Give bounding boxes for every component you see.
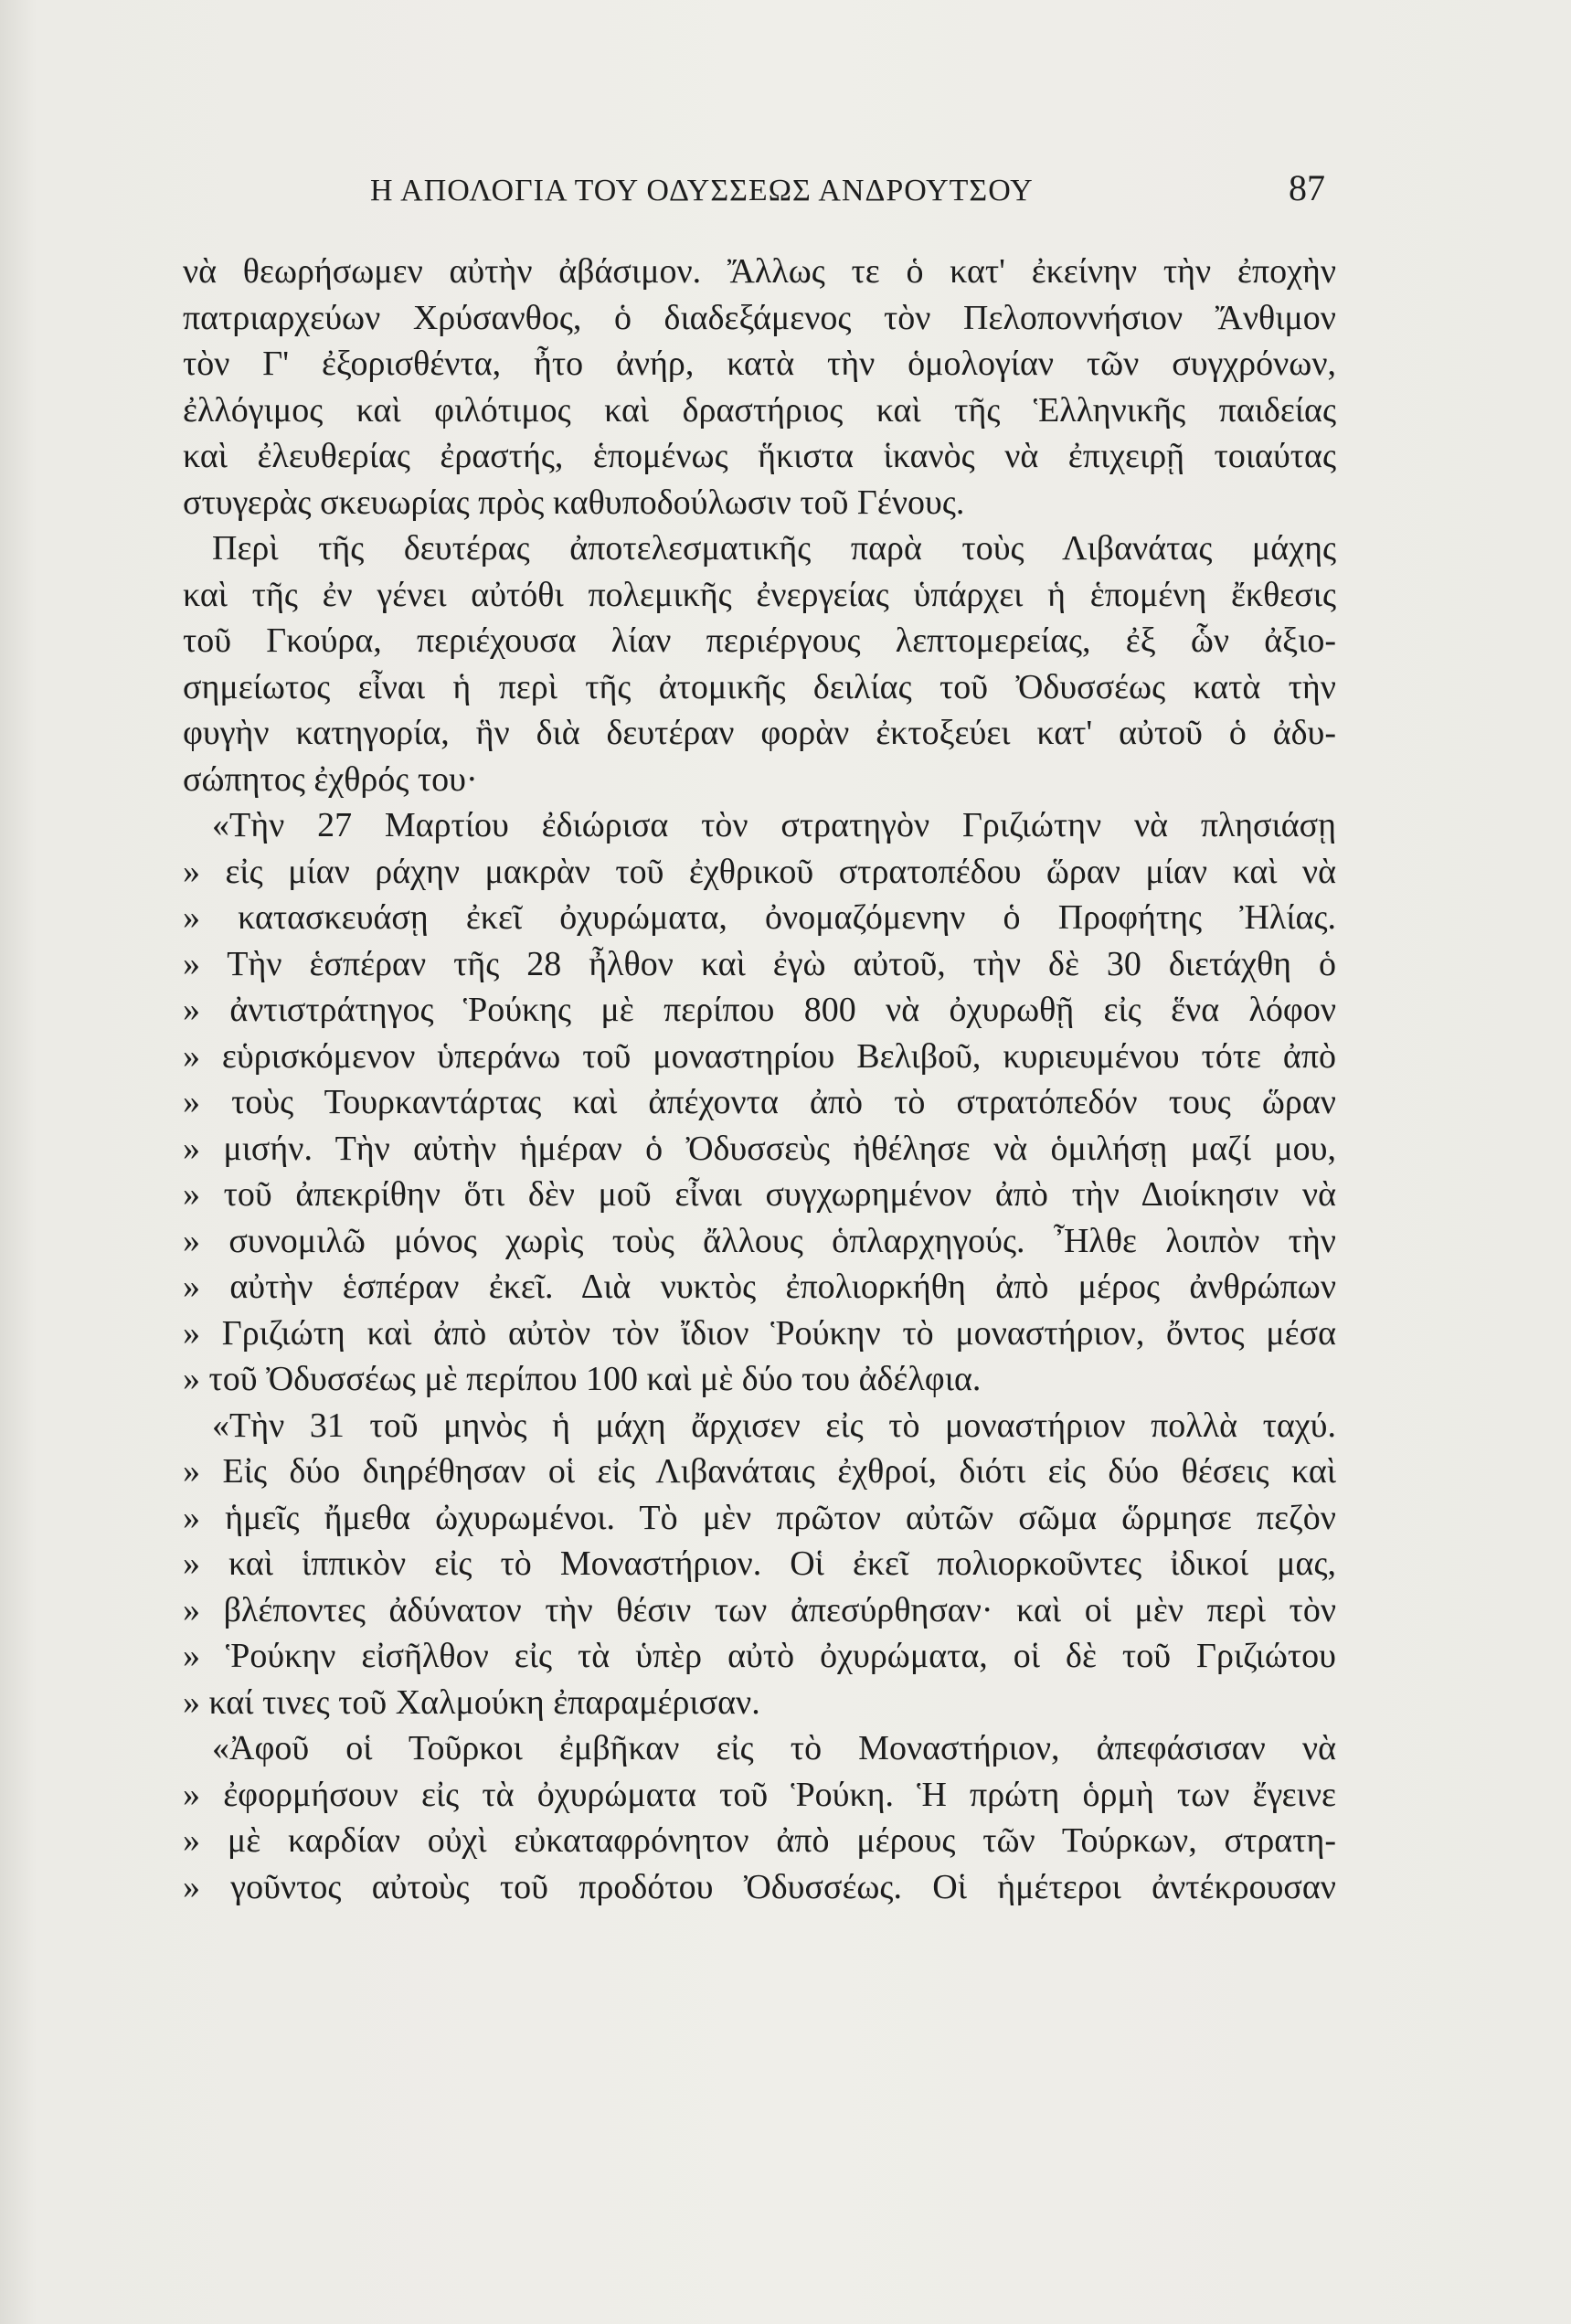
text-line: » συνομιλῶ μόνος χωρὶς τοὺς ἄλλους ὁπλαρχηγούς. Ἦλθε λοιπὸν τὴν xyxy=(183,1221,1336,1260)
text-line: » καί τινες τοῦ Χαλμούκη ἐπαραμέρισαν. xyxy=(183,1682,760,1722)
text-line: Περὶ τῆς δευτέρας ἀποτελεσματικῆς παρὰ τοὺς Λιβανάτας μάχης xyxy=(212,529,1336,568)
text-line: » εὑρισκόμενον ὑπεράνω τοῦ μοναστηρίου Βελιβοῦ, κυριευμένου τότε ἀπὸ xyxy=(183,1036,1336,1076)
text-line: καὶ ἐλευθερίας ἐραστής, ἑπομένως ἥκιστα ἱκανὸς νὰ ἐπιχειρῇ τοιαύτας xyxy=(183,437,1336,475)
text-line: φυγὴν κατηγορία, ἣν διὰ δευτέραν φορὰν ἐκτοξεύει κατ' αὐτοῦ ὁ ἀδυ- xyxy=(183,714,1336,752)
text-line: πατριαρχεύων Χρύσανθος, ὁ διαδεξάμενος τὸν Πελοποννήσιον Ἄνθιμον xyxy=(183,298,1336,337)
text-line: » βλέποντες ἀδύνατον τὴν θέσιν των ἀπεσύρθησαν· καὶ οἱ μὲν περὶ τὸν xyxy=(183,1590,1336,1629)
text-line: » εἰς μίαν ράχην μακρὰν τοῦ ἐχθρικοῦ στρατοπέδου ὥραν μίαν καὶ νὰ xyxy=(183,852,1336,891)
text-line: στυγερὰς σκευωρίας πρὸς καθυποδούλωσιν τοῦ Γένους. xyxy=(183,483,965,522)
page-number: 87 xyxy=(1289,167,1325,208)
text-line: » Ῥούκην εἰσῆλθον εἰς τὰ ὑπὲρ αὐτὸ ὀχυρώματα, οἱ δὲ τοῦ Γριζιώτου xyxy=(183,1637,1336,1675)
text-line: » μισήν. Τὴν αὐτὴν ἡμέραν ὁ Ὀδυσσεὺς ἠθέλησε νὰ ὁμιλήσῃ μαζί μου, xyxy=(183,1129,1336,1168)
text-line: » Γριζιώτη καὶ ἀπὸ αὐτὸν τὸν ἴδιον Ῥούκην τὸ μοναστήριον, ὄντος μέσα xyxy=(183,1313,1336,1353)
text-line: » Εἰς δύο διηρέθησαν οἱ εἰς Λιβανάταις ἐχθροί, διότι εἰς δύο θέσεις καὶ xyxy=(183,1452,1336,1491)
text-line: » γοῦντος αὐτοὺς τοῦ προδότου Ὀδυσσέως. Οἱ ἡμέτεροι ἀντέκρουσαν xyxy=(183,1867,1336,1906)
text-line: » ἡμεῖς ἤμεθα ὠχυρωμένοι. Τὸ μὲν πρῶτον αὐτῶν σῶμα ὥρμησε πεζὸν xyxy=(183,1498,1336,1537)
text-line: » τοῦ ἀπεκρίθην ὅτι δὲν μοῦ εἶναι συγχωρημένον ἀπὸ τὴν Διοίκησιν νὰ xyxy=(183,1175,1336,1214)
text-line: καὶ τῆς ἐν γένει αὐτόθι πολεμικῆς ἐνεργείας ὑπάρχει ἡ ἑπομένη ἔκθεσις xyxy=(183,575,1336,614)
page-header xyxy=(183,167,1334,219)
text-line: » μὲ καρδίαν οὐχὶ εὐκαταφρόνητον ἀπὸ μέρους τῶν Τούρκων, στρατη- xyxy=(183,1821,1336,1860)
text-line: τὸν Γ' ἐξορισθέντα, ἦτο ἀνήρ, κατὰ τὴν ὁμολογίαν τῶν συγχρόνων, xyxy=(183,345,1336,383)
text-line: ἐλλόγιμος καὶ φιλότιμος καὶ δραστήριος καὶ τῆς Ἑλληνικῆς παιδείας xyxy=(183,390,1336,430)
text-line: σημείωτος εἶναι ἡ περὶ τῆς ἀτομικῆς δειλίας τοῦ Ὀδυσσέως κατὰ τὴν xyxy=(183,667,1336,706)
text-line: τοῦ Γκούρα, περιέχουσα λίαν περιέργους λεπτομερείας, ἐξ ὧν ἀξιο- xyxy=(183,621,1336,660)
text-line: » τοὺς Τουρκαντάρτας καὶ ἀπέχοντα ἀπὸ τὸ στρατόπεδόν τους ὥραν xyxy=(183,1083,1336,1121)
text-line: «Ἀφοῦ οἱ Τοῦρκοι ἐμβῆκαν εἰς τὸ Μοναστήριον, ἀπεφάσισαν νὰ xyxy=(212,1729,1336,1767)
text-line: νὰ θεωρήσωμεν αὐτὴν ἀβάσιμον. Ἄλλως τε ὁ κατ' ἐκείνην τὴν ἐποχὴν xyxy=(183,252,1336,291)
text-line: » κατασκευάσῃ ἐκεῖ ὀχυρώματα, ὀνομαζόμενην ὁ Προφήτης Ἠλίας. xyxy=(183,898,1336,937)
text-line: » ἐφορμήσουν εἰς τὰ ὀχυρώματα τοῦ Ῥούκη. Ἡ πρώτη ὁρμὴ των ἔγεινε xyxy=(183,1775,1336,1814)
text-line: «Τὴν 31 τοῦ μηνὸς ἡ μάχη ἄρχισεν εἰς τὸ μοναστήριον πολλὰ ταχύ. xyxy=(212,1406,1336,1445)
running-title: Η ΑΠΟΛΟΓΙΑ ΤΟΥ ΟΔΥΣΣΕΩΣ ΑΝΔΡΟΥΤΣΟΥ xyxy=(370,174,1034,207)
text-line: » Τὴν ἑσπέραν τῆς 28 ἦλθον καὶ ἐγὼ αὐτοῦ, τὴν δὲ 30 διετάχθη ὁ xyxy=(183,944,1336,983)
text-line: » αὐτὴν ἑσπέραν ἐκεῖ. Διὰ νυκτὸς ἐπολιορκήθη ἀπὸ μέρος ἀνθρώπων xyxy=(183,1268,1336,1306)
text-line: «Τὴν 27 Μαρτίου ἐδιώρισα τὸν στρατηγὸν Γριζιώτην νὰ πλησιάσῃ xyxy=(212,806,1336,844)
body-text xyxy=(183,249,1336,1910)
text-line: σώπητος ἐχθρός του· xyxy=(183,759,478,799)
text-line: » καὶ ἱππικὸν εἰς τὸ Μοναστήριον. Οἱ ἐκεῖ πολιορκοῦντες ἰδικοί μας, xyxy=(183,1544,1336,1583)
text-line: » τοῦ Ὀδυσσέως μὲ περίπου 100 καὶ μὲ δύο του ἀδέλφια. xyxy=(183,1360,982,1398)
text-line: » ἀντιστράτηγος Ῥούκης μὲ περίπου 800 νὰ ὀχυρωθῇ εἰς ἕνα λόφον xyxy=(183,991,1336,1029)
